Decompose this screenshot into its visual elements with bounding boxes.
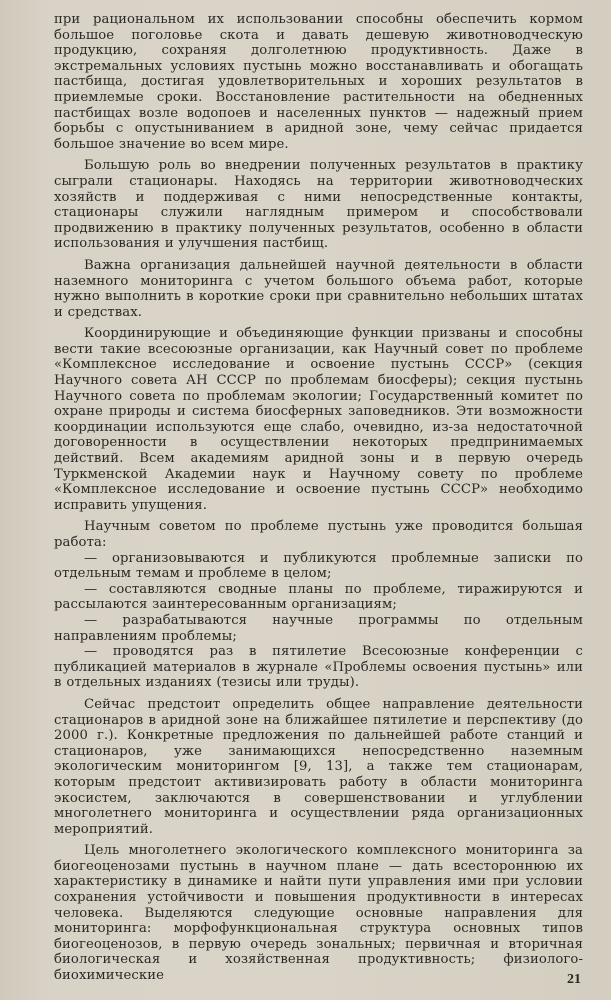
paragraph-pasture-productivity: при рациональном их использовании способны обеспечить кормом большое поголовье скота и давать дешевую животноводческую продукцию, сохраняя долголетнюю продуктивность. Даже в экстремальных условиях пустынь можно восстанавливать и обогащать пастбища, достигая удовлетворительных и хороших результатов в приемлемые сроки. Восстановление растительности на обедненных пастбищах возле водопоев и населенных пунктов — надежный прием борьбы с опустыниванием в аридной зоне, чему сейчас придается большое значение во всем мире. xyxy=(54,12,583,152)
list-item-conferences: — проводятся раз в пятилетие Всесоюзные конференции с публикацией материалов в журнале «Проблемы освоения пустынь» или в отдельных изданиях (тезисы или труды). xyxy=(54,644,583,691)
paragraph-stations-role: Большую роль во внедрении полученных результатов в практику сыграли стационары. Находясь на территории животноводческих хозяйств и поддерживая с ними непосредственные контакты, стационары служили наглядным примером и способствовали продвижению в практику полученных результатов, особенно в области использования и улучшения пастбищ. xyxy=(54,158,583,252)
paragraph-station-direction: Сейчас предстоит определить общее направление деятельности стационаров в аридной зоне на ближайшее пятилетие и перспективу (до 2000 г.). Конкретные предложения по дальнейшей работе станций и стационаров, уже занимающихся непосредственно наземным экологическим мониторингом [9, 13], а также тем стационарам, которым предстоит активизировать работу в области мониторинга экосистем, заключаются в совершенствовании и углублении многолетнего мониторинга и осуществлении ряда организационных мероприятий. xyxy=(54,696,583,837)
page-number: 21 xyxy=(567,972,581,987)
paragraph-council-work: Научным советом по проблеме пустынь уже проводится большая работа: xyxy=(54,519,583,550)
paragraph-monitoring-goal: Цель многолетнего экологического комплексного мониторинга за биогеоценозами пустынь в научном плане — дать всестороннюю их характеристику в динамике и найти пути управления ими при условии сохранения устойчивости и повышения продуктивности в интересах человека. Выделяются следующие основные направления для мониторинга: морфофункциональная структура основных типов биогеоценозов, в первую очередь зональных; первичная и вторичная биологическая и хозяйственная продуктивность; физиолого-биохимические xyxy=(54,843,583,984)
list-item-plans: — составляются сводные планы по проблеме, тиражируются и рассылаются заинтересованным организациям; xyxy=(54,581,583,613)
list-item-notes: — организовываются и публикуются проблемные записки по отдельным темам и проблеме в целом; xyxy=(54,550,583,582)
paragraph-monitoring-organization: Важна организация дальнейшей научной деятельности в области наземного мониторинга с учетом большого объема работ, которые нужно выполнить в короткие сроки при сравнительно небольших штатах и средствах. xyxy=(54,257,583,320)
paragraph-coordination: Координирующие и объединяющие функции призваны и способны вести такие всесоюзные организации, как Научный совет по проблеме «Комплексное исследование и освоение пустынь СССР» (секция Научного совета АН СССР по проблемам биосферы); секция пустынь Научного совета по проблемам экологии; Государственный комитет по охране природы и система биосферных заповедников. Эти возможности координации используются еще слабо, очевидно, из-за недостаточной договоренности в осуществлении некоторых предпринимаемых действий. Всем академиям аридной зоны и в первую очередь Туркменской Академии наук и Научному совету по проблеме «Комплексное исследование и освоение пустынь СССР» необходимо исправить упущения. xyxy=(54,326,583,513)
list-item-programs: — разрабатываются научные программы по отдельным направлениям проблемы; xyxy=(54,612,583,644)
